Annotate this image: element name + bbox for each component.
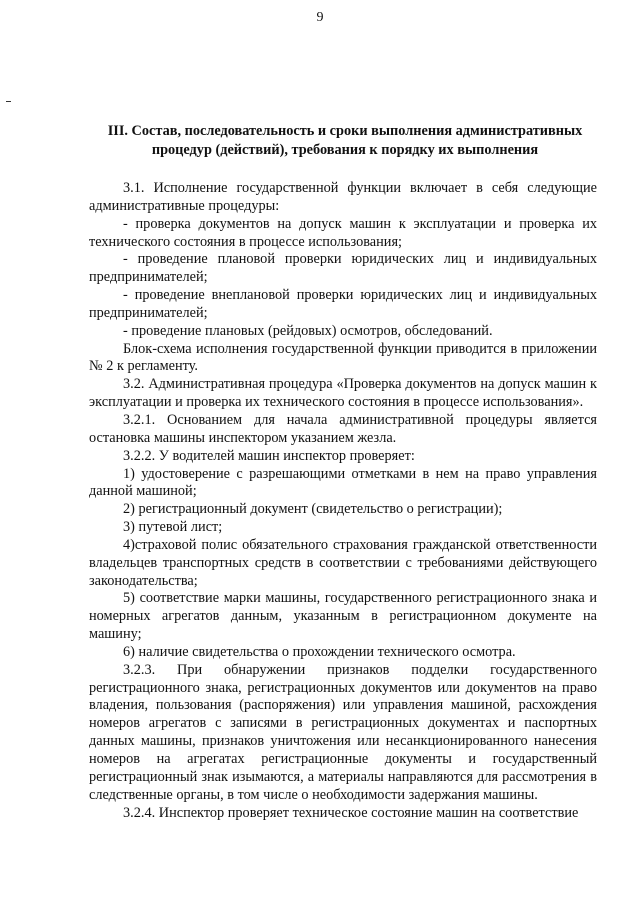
list-item-raid-inspections: - проведение плановых (рейдовых) осмотров, обследований. bbox=[123, 322, 493, 339]
page-number: 9 bbox=[316, 10, 324, 25]
list-item-insurance: 4)страховой полис обязательного страхования гражданской ответственности владельцев транспортных средств в соответствии с требованиями действующего законодательства; bbox=[89, 536, 597, 589]
document-body bbox=[89, 180, 597, 822]
list-item-unplanned-inspection: - проведение внеплановой проверки юридических лиц и индивидуальных предпринимателей; bbox=[89, 287, 597, 321]
list-item-inspection-certificate: 6) наличие свидетельства о прохождении технического осмотра. bbox=[123, 643, 516, 660]
paragraph-3-2-4: 3.2.4. Инспектор проверяет техническое состояние машин на соответствие bbox=[123, 804, 579, 821]
paragraph-3-2-3: 3.2.3. При обнаружении признаков подделки государственного регистрационного знака, регистрационных документов или документов на право владения, пользования (распоряжения) или управления машиной, расхождения номеров агрегатов с записями в регистрационных документах и паспортных данных машины, признаков уничтожения или несанкционированного нанесения номеров на агрегатах регистрационные документы и государственный регистрационный знак изымаются, а материалы направляются для рассмотрения в следственные органы, в том числе о необходимости задержания машины. bbox=[89, 661, 597, 803]
section-heading-line-1: III. Состав, последовательность и сроки выполнения административных bbox=[107, 123, 583, 139]
list-item-license: 1) удостоверение с разрешающими отметками в нем на право управления данной машиной; bbox=[89, 465, 597, 500]
paragraph-3-2-2: 3.2.2. У водителей машин инспектор проверяет: bbox=[123, 447, 415, 464]
paragraph-3-1: 3.1. Исполнение государственной функции включает в себя следующие административные процедуры: bbox=[89, 180, 597, 214]
section-heading-line-2: процедур (действий), требования к порядку их выполнения bbox=[151, 142, 539, 158]
list-item-plate-match: 5) соответствие марки машины, государственного регистрационного знака и номерных агрегатов данным, указанным в регистрационном документе на машину; bbox=[89, 590, 597, 643]
paragraph-3-2: 3.2. Административная процедура «Проверка документов на допуск машин к эксплуатации и проверка их технического состояния в процессе использования». bbox=[89, 376, 597, 411]
list-item-waybill: 3) путевой лист; bbox=[123, 519, 223, 536]
paragraph-3-2-1: 3.2.1. Основанием для начала административной процедуры является остановка машины инспектором указанием жезла. bbox=[89, 411, 597, 446]
list-item-planned-inspection: - проведение плановой проверки юридических лиц и индивидуальных предпринимателей; bbox=[89, 251, 597, 286]
list-item-registration-doc: 2) регистрационный документ (свидетельство о регистрации); bbox=[123, 501, 503, 518]
section-heading bbox=[90, 122, 600, 160]
margin-mark bbox=[6, 101, 11, 102]
list-item-document-check: - проверка документов на допуск машин к эксплуатации и проверка их технического состояния в процессе использования; bbox=[89, 215, 597, 250]
paragraph-flowchart: Блок-схема исполнения государственной функции приводится в приложении № 2 к регламенту. bbox=[89, 340, 597, 375]
